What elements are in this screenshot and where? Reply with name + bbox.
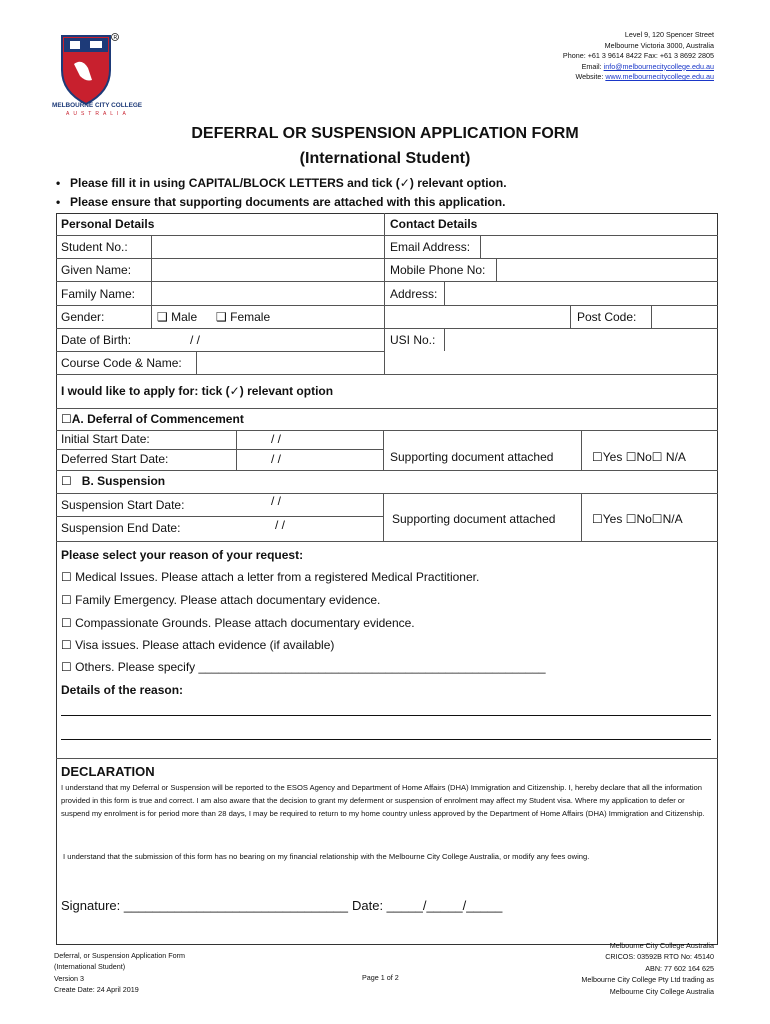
suspension-heading: B. Suspension — [81, 474, 166, 488]
suspension-end-date-field[interactable]: / / — [275, 518, 286, 532]
page-number: Page 1 of 2 — [362, 973, 399, 982]
deferral-supporting-options[interactable] — [592, 450, 686, 464]
male-label: Male — [171, 310, 198, 324]
website-line — [563, 72, 714, 83]
svg-text:R: R — [113, 35, 118, 41]
logo-subtext: AUSTRALIA — [66, 111, 130, 117]
na-label: N/A — [662, 450, 686, 464]
row-divider — [56, 430, 718, 431]
footer-line: Melbourne City College Pty Ltd trading as — [581, 975, 714, 985]
footer-line: Deferral, or Suspension Application Form — [54, 951, 186, 960]
reason-compassionate[interactable] — [61, 616, 415, 630]
column-divider — [496, 258, 497, 281]
suspension-option[interactable] — [61, 474, 165, 488]
contact-details-heading: Contact Details — [390, 217, 478, 231]
footer-line: CRICOS: 03592B RTO No: 45140 — [605, 952, 714, 962]
address-line: Level 9, 120 Spencer Street — [624, 30, 714, 39]
student-no-label: Student No.: — [61, 240, 128, 254]
dob-separators[interactable]: / / — [190, 333, 201, 347]
instruction-text: Please fill it in using CAPITAL/BLOCK LETTERS and tick (✓) relevant option. — [70, 176, 507, 190]
checkbox-icon[interactable]: ☐ — [592, 512, 603, 526]
declaration-finance-text: I understand that the submission of this form has no bearing on my financial relationship with the Melbourne City College Australia, or modify any fees owing. — [63, 852, 590, 861]
checkbox-icon[interactable]: ☐ — [651, 450, 663, 464]
footer-line: (International Student) — [54, 962, 126, 972]
column-divider — [651, 305, 652, 328]
checkbox-icon[interactable]: ☐ — [61, 660, 72, 674]
checkbox-icon[interactable]: ❑ — [216, 310, 227, 324]
deferred-start-label: Deferred Start Date: — [61, 452, 169, 466]
na-label: N/A — [662, 512, 683, 526]
checkbox-icon[interactable]: ☐ — [592, 450, 603, 464]
deferral-option[interactable] — [61, 412, 244, 426]
apply-label: I would like to apply for: tick (✓) relevant option — [61, 384, 334, 398]
deferred-start-date-field[interactable]: / / — [271, 452, 282, 466]
bullet-icon: • — [56, 195, 61, 209]
checkbox-icon[interactable]: ☐ — [61, 474, 72, 488]
website-label: Website: — [575, 72, 606, 82]
suspension-start-date-field[interactable]: / / — [271, 494, 282, 508]
personal-details-heading: Personal Details — [61, 217, 155, 231]
checkbox-icon[interactable]: ❑ — [157, 310, 168, 324]
no-label: No — [636, 512, 652, 526]
row-divider — [56, 235, 718, 236]
footer-line: Melbourne City College Australia — [609, 986, 714, 996]
checkbox-icon[interactable]: ☐ — [625, 450, 637, 464]
column-divider — [196, 351, 197, 374]
reason-label: Compassionate Grounds. Please attach documentary evidence. — [75, 616, 415, 630]
row-divider — [56, 305, 718, 306]
gender-male-option[interactable] — [157, 310, 197, 324]
yes-label: Yes — [602, 512, 623, 526]
footer-left — [54, 950, 185, 996]
suspension-start-label: Suspension Start Date: — [61, 498, 185, 512]
column-divider — [384, 213, 385, 374]
signature-field[interactable]: Signature: _______________________________ — [61, 898, 349, 913]
checkbox-icon[interactable]: ☐ — [651, 512, 663, 526]
reason-label: Family Emergency. Please attach documentary evidence. — [75, 593, 381, 607]
address-label: Address: — [390, 287, 438, 301]
footer-line: Melbourne City College Australia — [609, 941, 714, 950]
email-address-label: Email Address: — [390, 240, 471, 254]
usi-label: USI No.: — [390, 333, 436, 347]
row-divider — [56, 516, 383, 517]
given-name-label: Given Name: — [61, 263, 132, 277]
reason-label: Visa issues. Please attach evidence (if available) — [75, 638, 335, 652]
dob-label: Date of Birth: — [61, 333, 132, 347]
reason-others[interactable] — [61, 660, 546, 674]
row-divider — [56, 408, 718, 409]
mobile-phone-label: Mobile Phone No: — [390, 263, 486, 277]
column-divider — [444, 328, 445, 351]
checkbox-icon[interactable]: ☐ — [61, 412, 72, 426]
post-code-label: Post Code: — [577, 310, 637, 324]
college-address — [563, 30, 714, 83]
column-divider — [480, 235, 481, 258]
family-name-label: Family Name: — [61, 287, 136, 301]
column-divider — [383, 493, 384, 541]
deferral-heading: A. Deferral of Commencement — [71, 412, 244, 426]
reason-visa[interactable] — [61, 638, 334, 652]
college-logo — [52, 30, 143, 120]
declaration-heading: DECLARATION — [61, 764, 155, 779]
row-divider — [56, 758, 718, 759]
reason-label: Medical Issues. Please attach a letter from a registered Medical Practitioner. — [75, 570, 480, 584]
column-divider — [581, 430, 582, 470]
reason-label: Others. Please specify ____________________________________________________ — [75, 660, 546, 674]
footer-line: ABN: 77 602 164 625 — [645, 963, 714, 973]
initial-start-label: Initial Start Date: — [61, 432, 150, 446]
instruction-item — [56, 176, 507, 190]
footer-line: Version 3 — [54, 973, 84, 983]
suspension-end-label: Suspension End Date: — [61, 521, 181, 535]
suspension-supporting-label: Supporting document attached — [392, 512, 556, 526]
address-line: Melbourne Victoria 3000, Australia — [604, 40, 714, 50]
email-link[interactable]: info@melbournecitycollege.edu.au — [603, 61, 714, 71]
column-divider — [570, 305, 571, 328]
date-field[interactable]: Date: _____/_____/_____ — [352, 898, 503, 913]
column-divider — [383, 430, 384, 470]
no-label: No — [636, 450, 652, 464]
logo-text: MELBOURNE CITY COLLEGE — [52, 102, 143, 109]
row-divider — [56, 449, 383, 450]
column-divider — [581, 493, 582, 541]
female-label: Female — [230, 310, 271, 324]
initial-start-date-field[interactable]: / / — [271, 432, 282, 446]
instruction-text: Please ensure that supporting documents are attached with this application. — [70, 195, 506, 209]
declaration-text: I understand that my Deferral or Suspension will be reported to the ESOS Agency and Department of Home Affairs (DHA) Immigration and Citizenship. I, hereby declare that all the information provided in this form is true and correct. I am also aware that the decision to grant my deferment or suspension of enrolment may affect my Student visa. Where my application to defer or suspend my enrolment is for period more than 28 days, I may be required to return to my home country unless approved by the Department of Home Affairs (DHA) Immigration and Citizenship. — [61, 783, 705, 818]
footer-line: Create Date: 24 April 2019 — [54, 985, 139, 995]
row-divider — [56, 328, 718, 329]
yes-label: Yes — [602, 450, 623, 464]
email-label: Email: — [581, 61, 604, 71]
course-label: Course Code & Name: — [61, 356, 182, 370]
checkbox-icon[interactable]: ☐ — [61, 570, 72, 584]
deferral-supporting-label: Supporting document attached — [390, 450, 554, 464]
row-divider — [56, 493, 718, 494]
checkbox-icon[interactable]: ☐ — [61, 638, 72, 652]
checkbox-icon[interactable]: ☐ — [625, 512, 637, 526]
gender-female-option[interactable] — [216, 310, 270, 324]
address-line: Phone: +61 3 9614 8422 Fax: +61 3 8692 2805 — [562, 51, 714, 61]
checkbox-icon[interactable]: ☐ — [61, 593, 72, 607]
details-label: Details of the reason: — [61, 683, 184, 697]
gender-label: Gender: — [61, 310, 105, 324]
checkbox-icon[interactable]: ☐ — [61, 616, 72, 630]
form-subtitle: (International Student) — [299, 150, 471, 167]
row-divider — [56, 541, 718, 542]
footer-right — [581, 940, 714, 997]
email-line — [563, 62, 714, 73]
bullet-icon: • — [56, 176, 61, 190]
column-divider — [151, 235, 152, 328]
column-divider — [236, 430, 237, 470]
reason-medical[interactable] — [61, 570, 479, 584]
row-divider — [56, 281, 718, 282]
suspension-supporting-options[interactable] — [592, 512, 683, 526]
column-divider — [444, 281, 445, 305]
row-divider — [56, 258, 718, 259]
details-line[interactable] — [61, 739, 711, 740]
row-divider — [56, 374, 718, 375]
reasons-heading: Please select your reason of your request: — [61, 548, 304, 562]
form-title: DEFERRAL OR SUSPENSION APPLICATION FORM — [191, 125, 579, 142]
website-link[interactable]: www.melbournecitycollege.edu.au — [605, 72, 714, 82]
reason-family[interactable] — [61, 593, 380, 607]
row-divider — [56, 351, 385, 352]
row-divider — [56, 470, 718, 471]
instruction-item — [56, 195, 505, 209]
details-line[interactable] — [61, 715, 711, 716]
